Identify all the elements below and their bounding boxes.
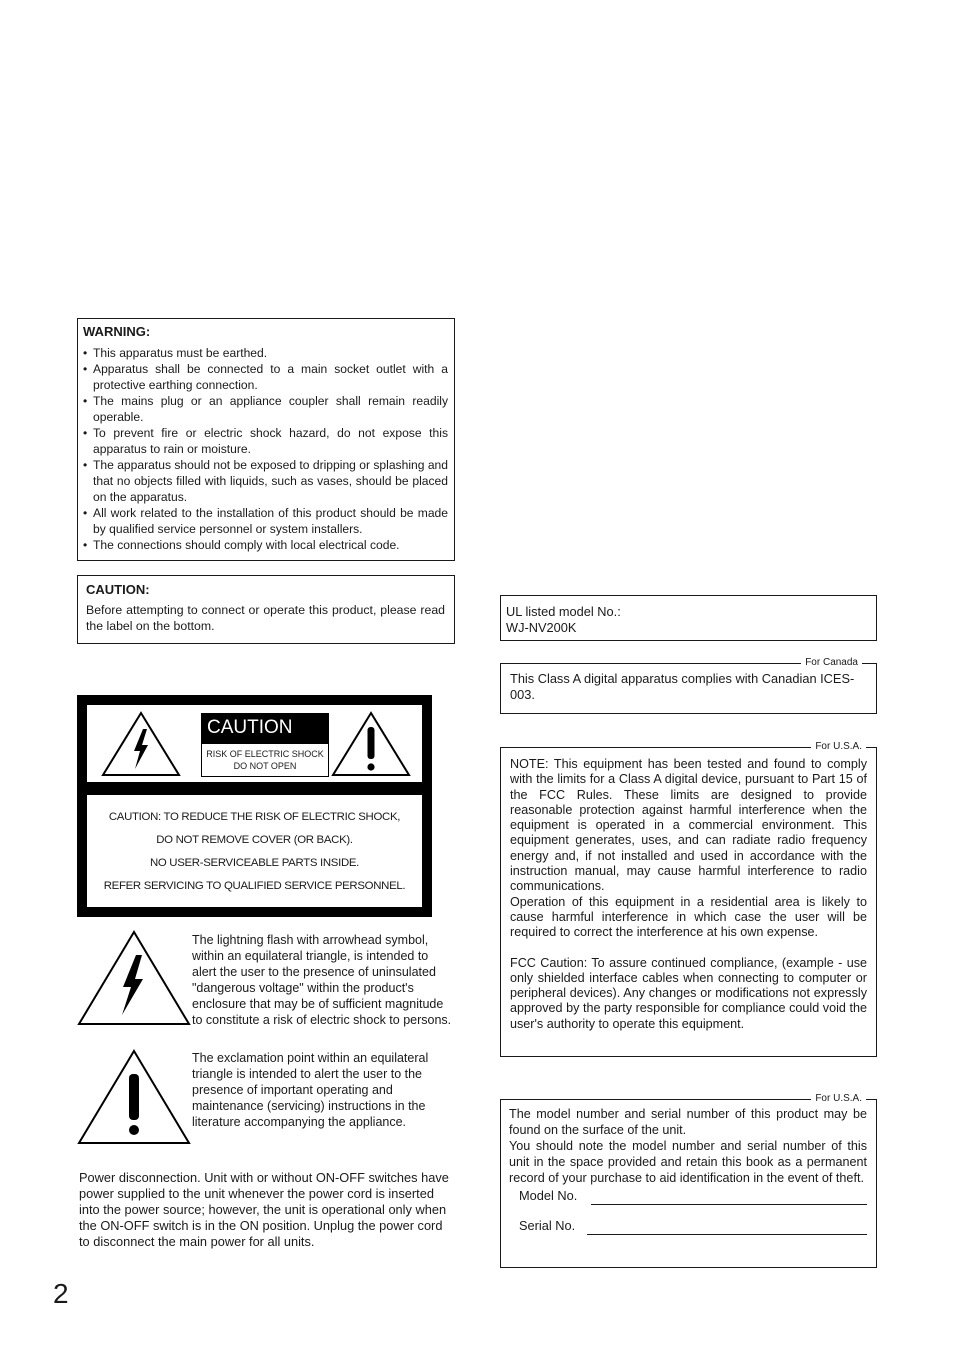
model-number-label: Model No.	[519, 1188, 578, 1203]
fcc-note: NOTE: This equipment has been tested and found to comply with the limits for a Class A digital device, pursuant to Part 15 of the FCC Rules. These limits are designed to provide reasonable protection against harmful interference when the equipment is operated in a commercial environment. This equipment generates, uses, and can radiate radio frequency energy and, if not installed and used in accordance with the instruction manual, may cause harmful interference to radio communications.	[510, 757, 867, 894]
caution-label-body	[87, 795, 422, 907]
serial-number-label: Serial No.	[519, 1218, 576, 1233]
serial-number-line[interactable]	[587, 1234, 867, 1235]
caution-label-line: CAUTION: TO REDUCE THE RISK OF ELECTRIC SHOCK,	[108, 811, 401, 823]
power-disconnection-text: Power disconnection. Unit with or without ON-OFF switches have power supplied to the unit whenever the power cord is inserted into the power source; however, the unit is operational only when the ON-OFF switch is in the ON position. Unplug the power cord to disconnect the main power for all units.	[79, 1170, 449, 1249]
canada-text: This Class A digital apparatus complies with Canadian ICES-003.	[510, 671, 855, 702]
exclamation-warning-icon	[331, 711, 411, 777]
lightning-triangle-icon	[77, 929, 191, 1027]
caution-label	[77, 695, 432, 917]
warning-item: • To prevent fire or electric shock hazard, do not expose this apparatus to rain or moisture.	[83, 425, 448, 457]
caution-label-header	[87, 705, 422, 782]
page-number: 2	[53, 1278, 69, 1309]
model-number-line[interactable]	[591, 1204, 867, 1205]
serial-tag: For U.S.A.	[811, 1093, 866, 1105]
serial-text-1: The model number and serial number of this product may be found on the surface of the unit.	[509, 1107, 867, 1137]
exclamation-triangle-icon	[77, 1048, 191, 1146]
warning-item: • The mains plug or an appliance coupler shall remain readily operable.	[83, 393, 448, 425]
warning-item: • All work related to the installation of this product should be made by qualified service personnel or system installers.	[83, 505, 448, 537]
canada-box	[500, 657, 877, 714]
fcc-operation: Operation of this equipment in a residential area is likely to cause harmful interference in which case the user will be required to correct the interference at his own expense.	[510, 894, 867, 940]
warning-item: • The apparatus should not be exposed to dripping or splashing and that no objects filled with liquids, such as vases, should be placed on the apparatus.	[83, 457, 448, 505]
serial-number-field	[509, 1216, 867, 1246]
caution-label-line: DO NOT REMOVE COVER (OR BACK).	[156, 834, 353, 846]
warning-item: • This apparatus must be earthed.	[83, 345, 448, 361]
caution-label-line: REFER SERVICING TO QUALIFIED SERVICE PERSONNEL.	[103, 880, 406, 892]
lightning-symbol-text: The lightning flash with arrowhead symbol, within an equilateral triangle, is intended to alert the user to the presence of uninsulated "dangerous voltage" within the product's enclosure that may be of sufficient magnitude to constitute a risk of electric shock to persons.	[192, 933, 452, 1027]
model-number-field	[509, 1186, 867, 1216]
serial-box	[500, 1093, 877, 1268]
caution-text: Before attempting to connect or operate this product, please read the label on the bottom.	[86, 603, 445, 633]
warning-box	[77, 318, 455, 561]
serial-text-2: You should note the model number and serial number of this unit in the space provided and retain this book as a permanent record of your purchase to aid identification in the event of theft.	[509, 1139, 867, 1185]
caution-label-title: CAUTION	[201, 713, 329, 743]
warning-item: • Apparatus shall be connected to a main socket outlet with a protective earthing connection.	[83, 361, 448, 393]
caution-label-line: NO USER-SERVICEABLE PARTS INSIDE.	[149, 857, 360, 869]
ul-model-box	[500, 595, 877, 641]
lightning-warning-icon	[101, 711, 181, 777]
caution-heading: CAUTION:	[86, 582, 150, 597]
fcc-caution: FCC Caution: To assure continued compliance, (example - use only shielded interface cables when connecting to computer or peripheral devices). Any changes or modifications not expressly approved by the party responsible for compliance could void the user's authority to operate this equipment.	[510, 955, 867, 1031]
caution-label-subtitle-line: RISK OF ELECTRIC SHOCK	[206, 749, 324, 759]
warning-heading: WARNING:	[83, 324, 151, 339]
caution-label-subtitle-line: DO NOT OPEN	[233, 761, 297, 771]
canada-tag: For Canada	[801, 657, 862, 669]
caution-label-subtitle	[201, 743, 329, 777]
caution-box	[77, 575, 455, 644]
warning-item: • The connections should comply with local electrical code.	[83, 537, 448, 553]
fcc-tag: For U.S.A.	[811, 741, 866, 753]
fcc-box	[500, 741, 877, 1057]
ul-model-number: WJ-NV200K	[506, 620, 577, 635]
warning-list	[83, 345, 448, 553]
exclamation-symbol-text: The exclamation point within an equilateral triangle is intended to alert the user to the presence of important operating and maintenance (servicing) instructions in the literature accompanying the appliance.	[192, 1051, 429, 1129]
ul-label: UL listed model No.:	[506, 604, 621, 619]
